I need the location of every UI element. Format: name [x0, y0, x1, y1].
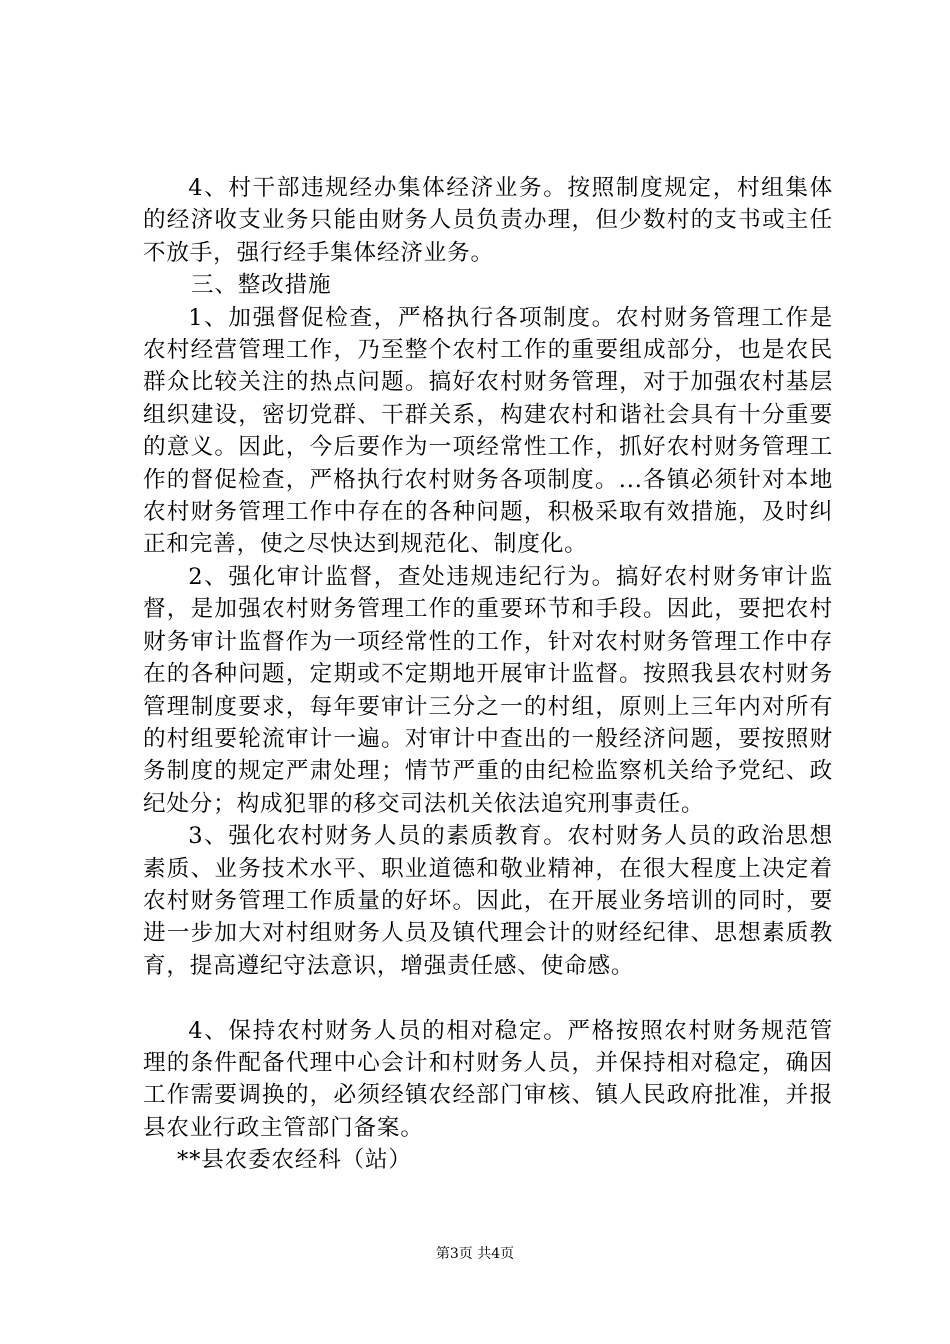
paragraph-village-cadre-violation: 4、村干部违规经办集体经济业务。按照制度规定，村组集体的经济收支业务只能由财务人员负责办理，但少数村的支书或主任不放手，强行经手集体经济业务。 — [143, 175, 833, 266]
paragraph-staff-stability: 4、保持农村财务人员的相对稳定。严格按照农村财务规范管理的条件配备代理中心会计和村财务人员，并保持相对稳定，确因工作需要调换的，必须经镇农经部门审核、镇人民政府批准，并报县农业行政主管部门备案。 — [143, 1017, 833, 1141]
paragraph-supervision-inspection: 1、加强督促检查，严格执行各项制度。农村财务管理工作是农村经营管理工作，乃至整个农村工作的重要组成部分，也是农民群众比较关注的热点问题。搞好农村财务管理，对于加强农村基层组织建设，密切党群、干群关系，构建农村和谐社会具有十分重要的意义。因此，今后要作为一项经常性工作，抓好农村财务管理工作的督促检查，严格执行农村财务各项制度。...各镇必须针对本地农村财务管理工作中存在的各种问题，积极采取有效措施，及时纠正和完善，使之尽快达到规范化、制度化。 — [143, 304, 833, 558]
section-heading-rectification: 三、整改措施 — [191, 272, 332, 299]
document-body — [143, 172, 833, 1177]
paragraph-staff-education: 3、强化农村财务人员的素质教育。农村财务人员的政治思想素质、业务技术水平、职业道德和敬业精神，在很大程度上决定着农村财务管理工作质量的好坏。因此，在开展业务培训的同时，要进一步加大对村组财务人员及镇代理会计的财经纪律、思想素质教育，提高遵纪守法意识，增强责任感、使命感。 — [143, 823, 833, 979]
paragraph-spacer — [143, 982, 833, 1014]
issuer-signature: **县农委农经科（站） — [177, 1147, 412, 1174]
page-number-footer: 第3页 共4页 — [435, 1246, 515, 1262]
paragraph-audit-supervision: 2、强化审计监督，查处违规违纪行为。搞好农村财务审计监督，是加强农村财务管理工作的重要环节和手段。因此，要把农村财务审计监督作为一项经常性的工作，针对农村财务管理工作中存在的各种问题，定期或不定期地开展审计监督。按照我县农村财务管理制度要求，每年要审计三分之一的村组，原则上三年内对所有的村组要轮流审计一遍。对审计中查出的一般经济问题，要按照财务制度的规定严肃处理；情节严重的由纪检监察机关给予党纪、政纪处分；构成犯罪的移交司法机关依法追究刑事责任。 — [143, 563, 833, 817]
